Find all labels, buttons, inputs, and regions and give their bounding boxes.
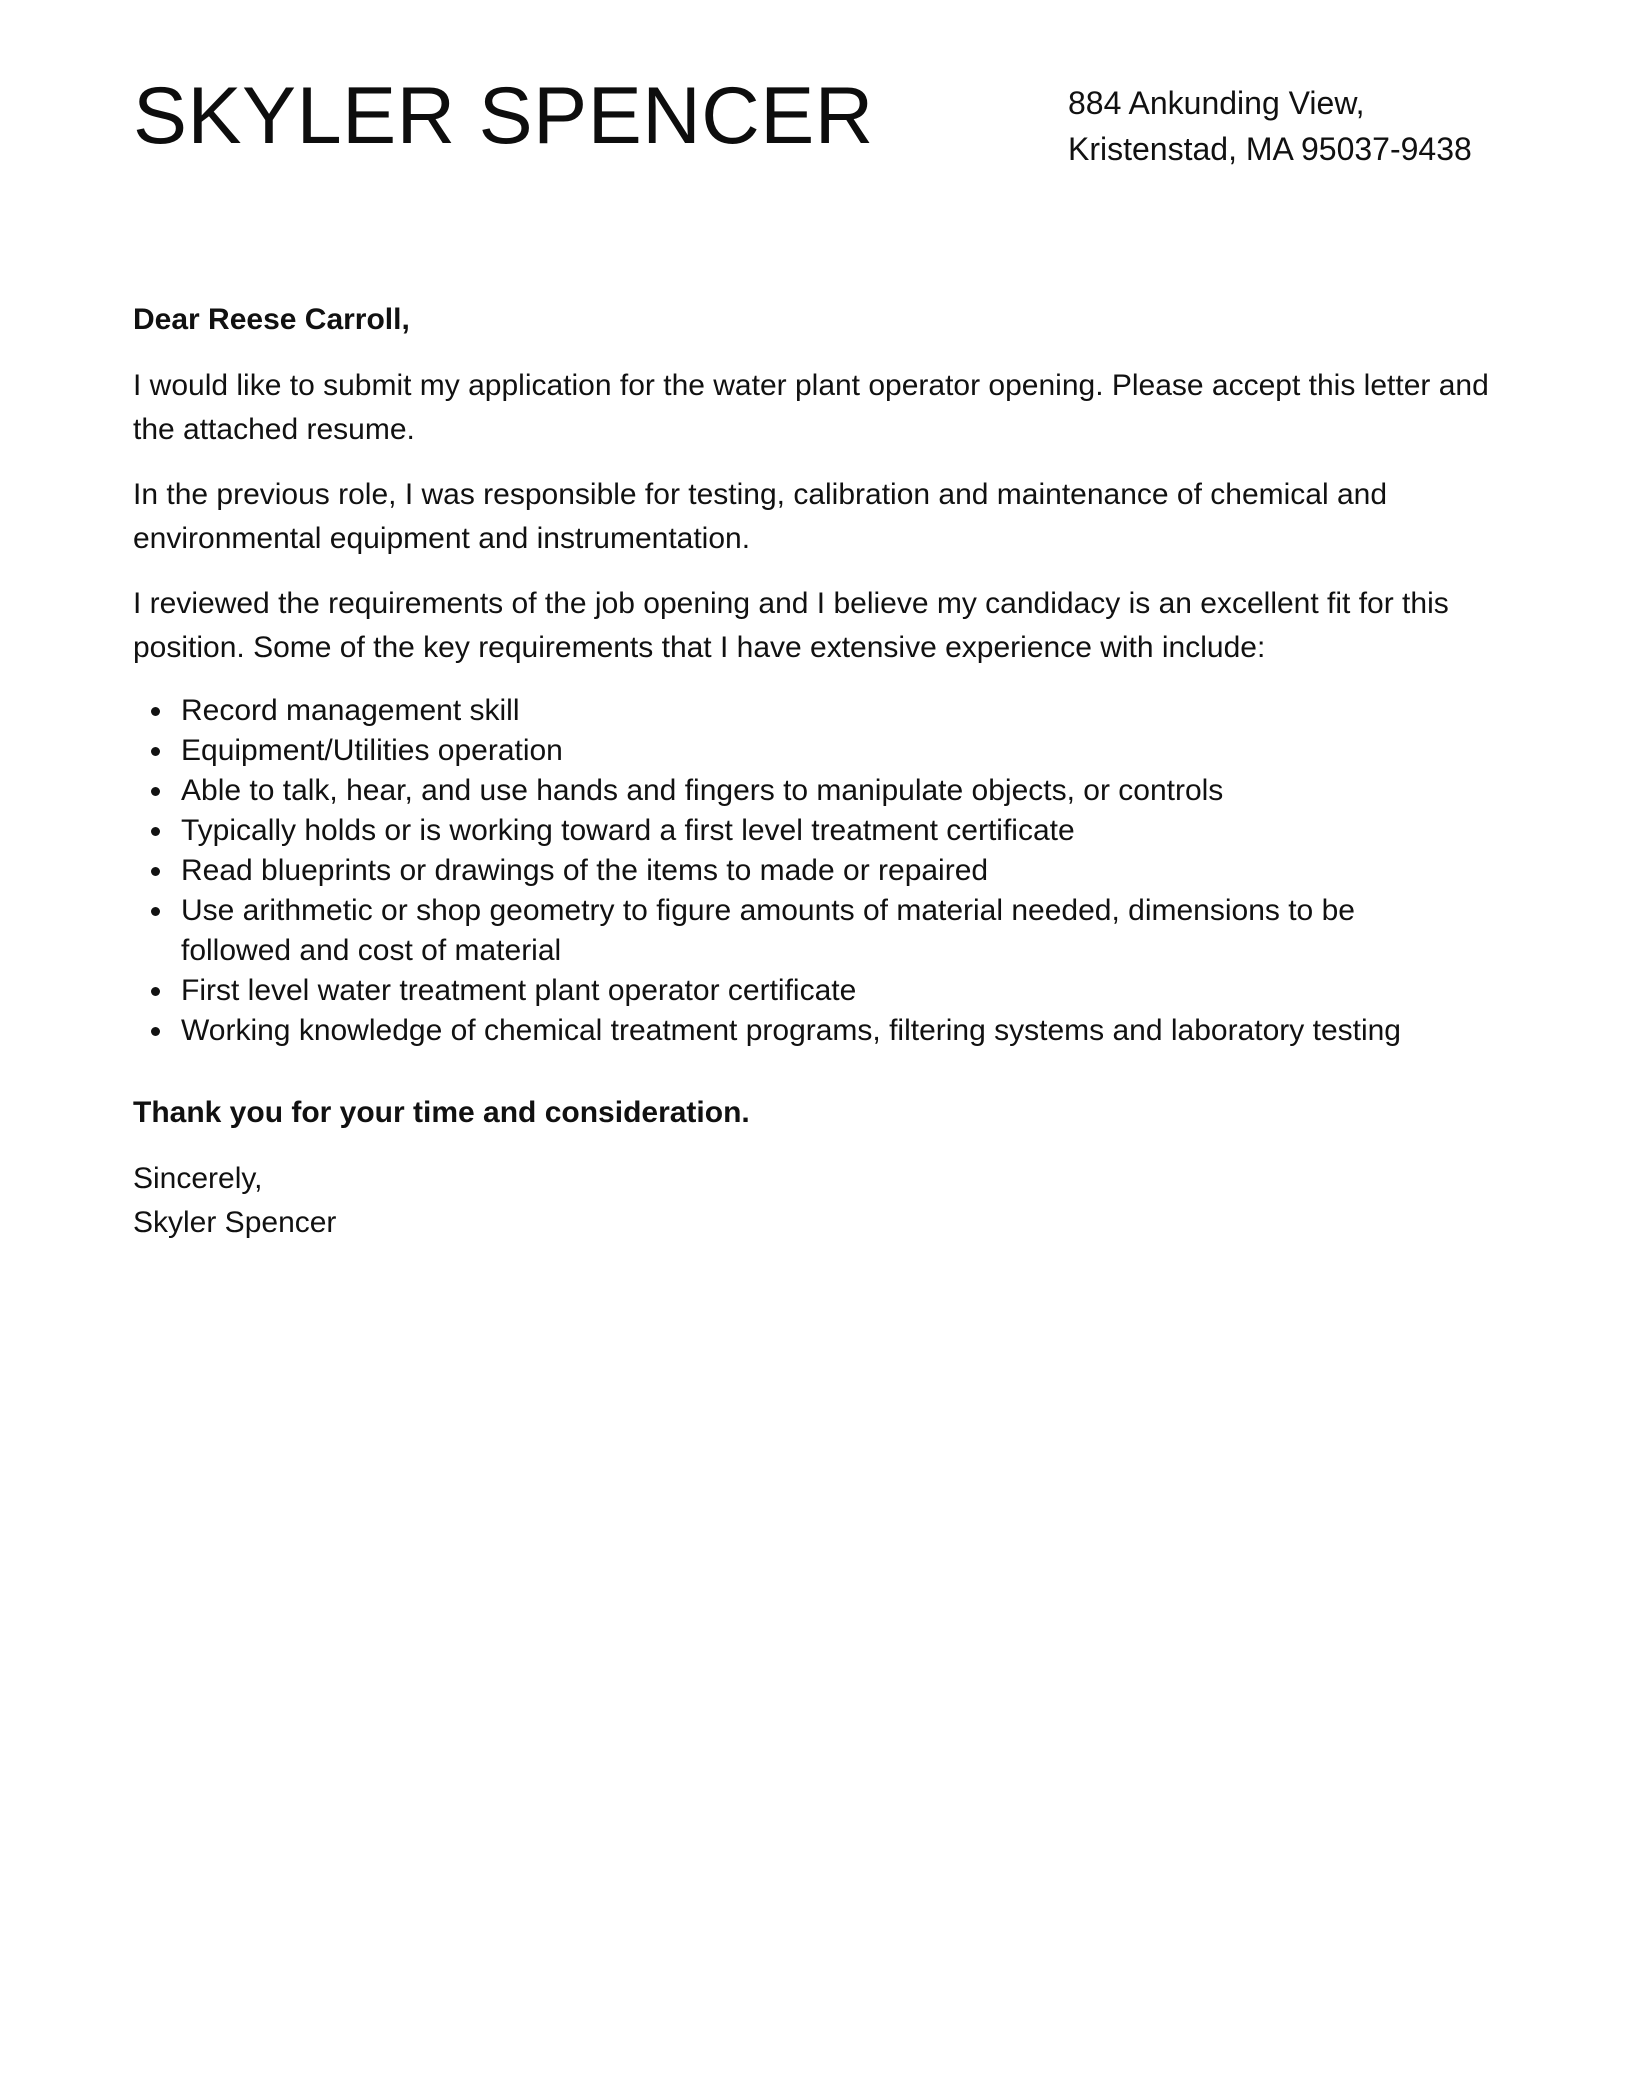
requirements-list [133, 691, 1498, 1051]
list-item: Typically holds or is working toward a first level treatment certificate [181, 811, 1498, 851]
list-item: Working knowledge of chemical treatment programs, filtering systems and laboratory testing [181, 1011, 1498, 1051]
letter-body [133, 298, 1498, 1245]
closing-line: Thank you for your time and consideration. [133, 1096, 750, 1129]
paragraph-previous-role: In the previous role, I was responsible for testing, calibration and maintenance of chemical and environmental equipment and instrumentation. [133, 478, 1388, 555]
list-item: Use arithmetic or shop geometry to figure amounts of material needed, dimensions to be followed and cost of material [181, 891, 1498, 971]
list-item: Read blueprints or drawings of the items to made or repaired [181, 851, 1498, 891]
list-item: Equipment/Utilities operation [181, 731, 1498, 771]
signoff-text: Sincerely, [133, 1162, 263, 1195]
applicant-address [1068, 80, 1472, 172]
paragraph-intro: I would like to submit my application for the water plant operator opening. Please accept this letter and the attached resume. [133, 369, 1489, 446]
address-line-2: Kristenstad, MA 95037-9438 [1068, 131, 1472, 167]
salutation: Dear Reese Carroll, [133, 303, 410, 336]
list-item: Record management skill [181, 691, 1498, 731]
signoff-block [133, 1157, 1498, 1245]
list-item: First level water treatment plant operator certificate [181, 971, 1498, 1011]
signature-name: Skyler Spencer [133, 1206, 337, 1239]
applicant-name-heading: SKYLER SPENCER [133, 71, 874, 161]
address-line-1: 884 Ankunding View, [1068, 85, 1365, 121]
list-item: Able to talk, hear, and use hands and fingers to manipulate objects, or controls [181, 771, 1498, 811]
paragraph-requirements-intro: I reviewed the requirements of the job opening and I believe my candidacy is an excellent fit for this position. Some of the key requirements that I have extensive experience with include: [133, 587, 1449, 664]
